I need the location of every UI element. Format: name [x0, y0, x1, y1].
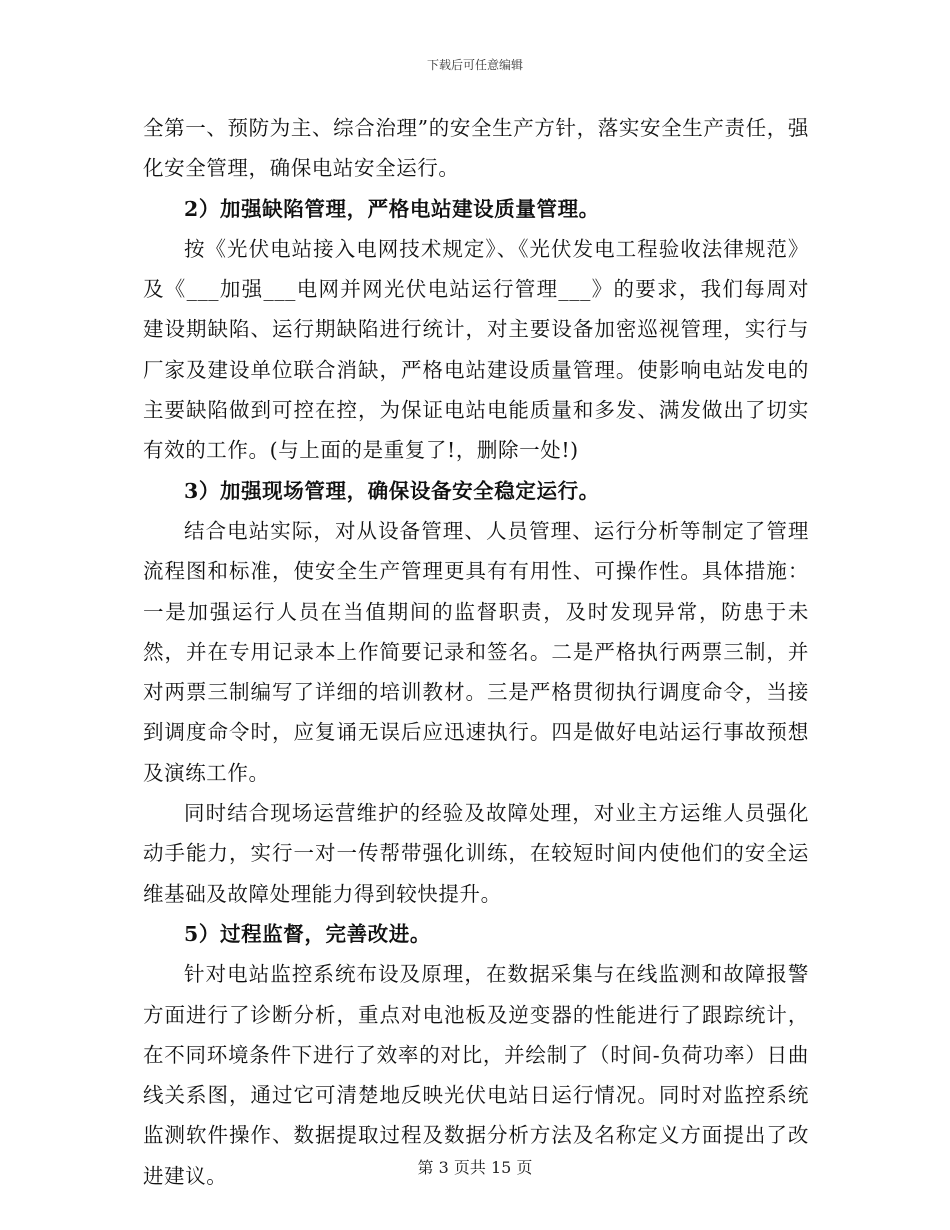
document-body [143, 108, 809, 1196]
paragraph: 针对电站监控系统布设及原理，在数据采集与在线监测和故障报警方面进行了诊断分析，重点对电池板及逆变器的性能进行了跟踪统计，在不同环境条件下进行了效率的对比，并绘制了（时间-负荷功率）日曲线关系图，通过它可清楚地反映光伏电站日运行情况。同时对监控系统监测软件操作、数据提取过程及数据分析方法及名称定义方面提出了改进建议。 [143, 962, 809, 1188]
paragraph: 按《光伏电站接入电网技术规定》、《光伏发电工程验收法律规范》及《___加强___电网并网光伏电站运行管理___》的要求，我们每周对建设期缺陷、运行期缺陷进行统计，对主要设备加密巡视管理，实行与厂家及建设单位联合消缺，严格电站建设质量管理。使影响电站发电的主要缺陷做到可控在控，为保证电站电能质量和多发、满发做出了切实有效的工作。(与上面的是重复了!，删除一处!) [143, 236, 809, 463]
paragraph: 同时结合现场运营维护的经验及故障处理，对业主方运维人员强化动手能力，实行一对一传帮带强化训练，在较短时间内使他们的安全运维基础及故障处理能力得到较快提升。 [143, 801, 809, 906]
section-heading: 3）加强现场管理，确保设备安全稳定运行。 [184, 478, 600, 503]
page-footer: 第 3 页共 15 页 [417, 1158, 533, 1177]
page-header: 下载后可任意编辑 [426, 58, 523, 72]
section-heading: 2）加强缺陷管理，严格电站建设质量管理。 [184, 196, 600, 221]
paragraph: 结合电站实际，对从设备管理、人员管理、运行分析等制定了管理流程图和标准，使安全生产管理更具有有用性、可操作性。具体措施：一是加强运行人员在当值期间的监督职责，及时发现异常，防患于未然，并在专用记录本上作简要记录和签名。二是严格执行两票三制，并对两票三制编写了详细的培训教材。三是严格贯彻执行调度命令，当接到调度命令时，应复诵无误后应迅速执行。四是做好电站运行事故预想及演练工作。 [143, 518, 809, 785]
section-heading: 5）过程监督，完善改进。 [184, 921, 431, 946]
paragraph: 全第一、预防为主、综合治理”的安全生产方针，落实安全生产责任，强化安全管理，确保电站安全运行。 [143, 116, 809, 181]
